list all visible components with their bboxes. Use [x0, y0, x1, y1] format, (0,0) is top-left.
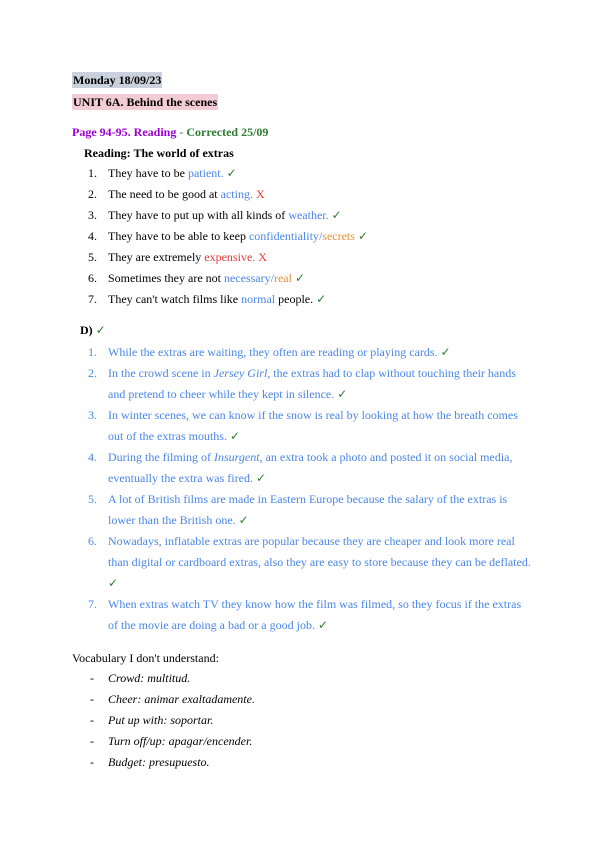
item-text: Sometimes they are not: [108, 271, 224, 285]
item-text: While the extras are waiting, they often are reading or playing cards.: [108, 345, 438, 359]
reading-item: [72, 268, 532, 289]
check-icon: ✓: [229, 429, 241, 443]
item-text-end: the extras had to clap without touching their hands and pretend to cheer while they kept in silence.: [108, 366, 516, 401]
check-icon: ✓: [357, 229, 368, 243]
d-item: [72, 531, 532, 594]
item-number: 6.: [88, 534, 97, 548]
item-text: In the crowd scene in: [108, 366, 214, 380]
item-text: They have to be: [108, 166, 188, 180]
item-number: 7.: [88, 292, 97, 306]
vocab-item: [72, 710, 532, 731]
reading-item: [72, 163, 532, 184]
bullet-dash: -: [90, 671, 94, 685]
vocab-text: Turn off/up: apagar/encender.: [108, 734, 253, 748]
vocab-text: Cheer: animar exaltadamente.: [108, 692, 255, 706]
page-sep: -: [176, 125, 187, 139]
item-number: 7.: [88, 597, 97, 611]
item-text: During the filming of: [108, 450, 214, 464]
vocab-item: [72, 752, 532, 773]
bullet-dash: -: [90, 692, 94, 706]
d-list: [72, 342, 532, 636]
vocab-title-line: [72, 648, 532, 668]
item-text-end: , an extra took a photo and posted it on social media, eventually the extra was fired.: [108, 450, 513, 485]
answer-text: necessary: [223, 271, 271, 285]
answer-text: weather.: [288, 208, 329, 222]
unit-title: UNIT 6A. Behind the scenes: [73, 95, 218, 109]
vocab-item: [72, 731, 532, 752]
bullet-dash: -: [90, 734, 94, 748]
vocab-title: Vocabulary I don't understand:: [72, 651, 219, 665]
check-icon: ✓: [337, 387, 348, 401]
bullet-dash: -: [90, 713, 94, 727]
item-number: 2.: [88, 366, 97, 380]
reading-item: [72, 205, 532, 226]
unit-line: [72, 92, 532, 112]
bullet-dash: -: [90, 755, 94, 769]
d-item: [72, 405, 532, 447]
date-line: [72, 70, 532, 90]
item-text: The need to be good at: [108, 187, 221, 201]
d-item: [72, 363, 532, 405]
d-item: [72, 447, 532, 489]
answer-alt: secrets: [322, 229, 355, 243]
x-mark-icon: X: [258, 250, 267, 264]
check-icon: ✓: [255, 471, 266, 485]
item-text: Nowadays, inflatable extras are popular because they are cheaper and look more real than digital or cardboard extras, also they are easy to store because they can be deflated.: [108, 534, 531, 569]
item-number: 6.: [88, 271, 97, 285]
item-text: They are extremely: [108, 250, 205, 264]
check-icon: ✓: [317, 618, 329, 632]
check-icon: ✓: [316, 292, 327, 306]
answer-text: expensive.: [204, 250, 256, 264]
film-title: Jersey Girl,: [213, 366, 271, 380]
vocab-item: [72, 668, 532, 689]
reading-item: [72, 289, 532, 310]
reading-item: [72, 184, 532, 205]
vocab-item: [72, 689, 532, 710]
item-text: In winter scenes, we can know if the snow is real by looking at how the breath comes out of the extras mouths.: [108, 408, 518, 443]
answer-slash: /: [270, 271, 274, 285]
item-number: 5.: [88, 492, 97, 506]
check-icon: ✓: [331, 208, 342, 222]
d-item: [72, 489, 532, 531]
answer-text: patient.: [187, 166, 224, 180]
film-title: Insurgent: [213, 450, 260, 464]
item-text-end: people.: [275, 292, 314, 306]
item-number: 1.: [88, 166, 97, 180]
item-number: 2.: [88, 187, 97, 201]
item-number: 3.: [88, 408, 97, 422]
reading-list: [72, 163, 532, 310]
item-number: 1.: [88, 345, 97, 359]
check-icon: ✓: [238, 513, 249, 527]
corrected-date: Corrected 25/09: [186, 125, 269, 139]
check-icon: ✓: [440, 345, 451, 359]
page-ref-line: [72, 122, 532, 142]
date: Monday 18/09/23: [73, 73, 162, 87]
vocab-text: Budget: presupuesto.: [108, 755, 210, 769]
answer-slash: /: [318, 229, 323, 243]
answer-alt: real: [273, 271, 292, 285]
item-text: They have to be able to keep: [108, 229, 249, 243]
item-number: 4.: [88, 229, 97, 243]
item-number: 3.: [88, 208, 97, 222]
reading-item: [72, 247, 532, 268]
check-icon: ✓: [108, 576, 119, 590]
check-icon: ✓: [294, 271, 306, 285]
item-number: 4.: [88, 450, 97, 464]
check-icon: ✓: [95, 323, 106, 337]
vocab-list: [72, 668, 532, 773]
answer-text: normal: [241, 292, 276, 306]
item-text: When extras watch TV they know how the film was filmed, so they focus if the extras of the movie are doing a bad or a good job.: [108, 597, 522, 632]
item-text: They have to put up with all kinds of: [108, 208, 289, 222]
item-text: A lot of British films are made in Eastern Europe because the salary of the extras is lower than the British one.: [108, 492, 508, 527]
check-icon: ✓: [226, 166, 237, 180]
answer-text: acting.: [220, 187, 253, 201]
reading-title: Reading: The world of extras: [84, 146, 234, 160]
d-item: [72, 342, 532, 363]
answer-text: confidentiality: [248, 229, 319, 243]
document: [72, 70, 532, 773]
reading-title-line: [72, 143, 532, 163]
item-number: 5.: [88, 250, 97, 264]
vocab-text: Crowd: multitud.: [108, 671, 191, 685]
section-d-line: [72, 320, 532, 340]
d-item: [72, 594, 532, 636]
x-mark-icon: X: [255, 187, 265, 201]
vocab-text: Put up with: soportar.: [108, 713, 214, 727]
item-text: They can't watch films like: [108, 292, 242, 306]
page-ref: Page 94-95. Reading: [72, 125, 177, 139]
reading-item: [72, 226, 532, 247]
section-d-label: D): [80, 323, 93, 337]
